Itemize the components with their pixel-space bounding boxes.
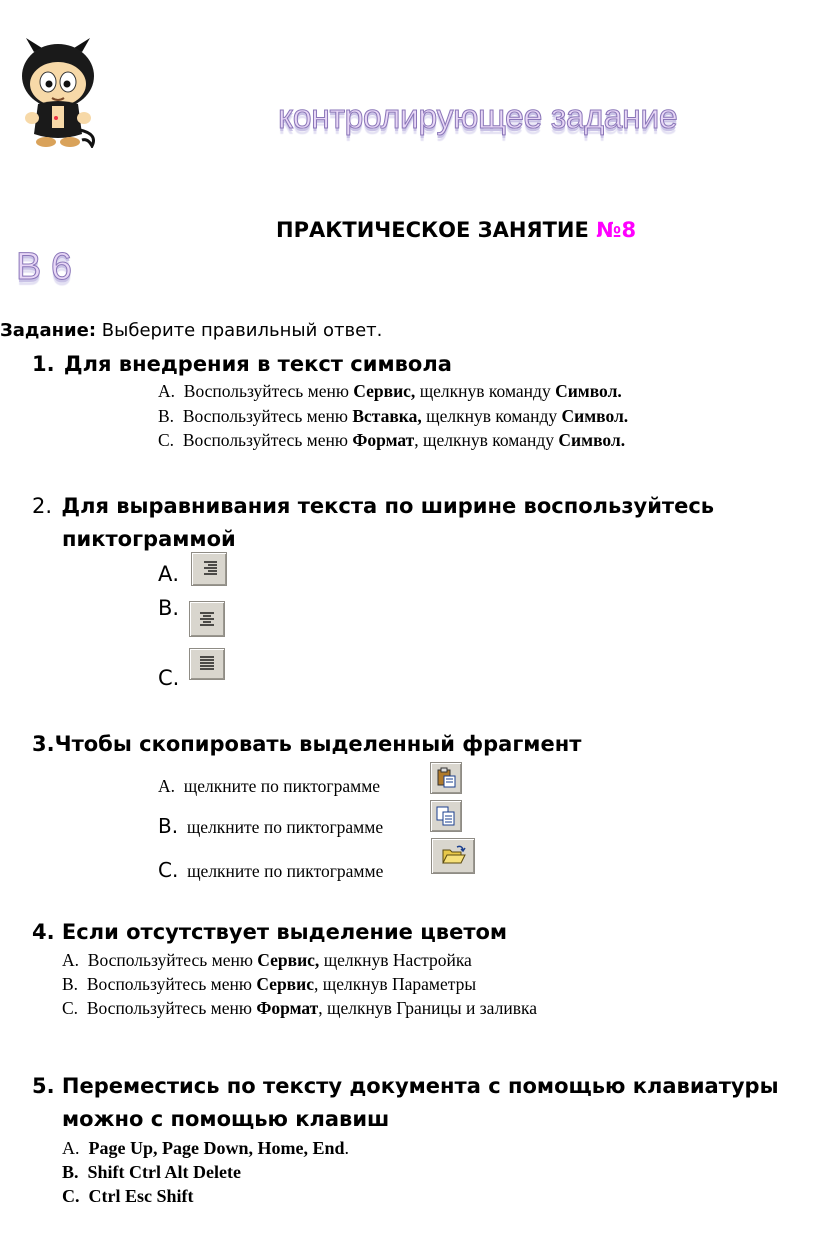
q2-answer-b-letter: В. [158,596,180,620]
q4-answer-c [62,998,537,1019]
q5-answer-a [62,1138,349,1159]
answer-menu: Сервис [256,974,314,994]
answer-text: , щелкнув команду [414,430,559,450]
answer-text: Ctrl Esc Shift [88,1186,194,1206]
answer-text: , щелкнув Границы и заливка [318,998,537,1018]
answer-text: щелкнув команду [415,381,556,401]
align-justify-icon[interactable] [189,648,225,680]
answer-letter: C. [62,1186,80,1206]
align-right-icon[interactable] [191,552,227,586]
q5-answer-c [62,1186,194,1207]
answer-command: Символ. [558,430,626,450]
q3-answer-b [158,814,383,838]
q1-answer-a [158,381,622,402]
answer-menu: Вставка, [352,406,422,426]
answer-letter: A. [158,381,176,401]
page-title-prefix: ПРАКТИЧЕСКОЕ ЗАНЯТИЕ [276,218,597,242]
devil-mascot-image [12,38,104,148]
answer-letter: A. [158,776,176,796]
question-5 [32,1074,779,1098]
answer-command: Символ. [561,406,629,426]
wordart-header-title: контролирующее задание [278,98,678,136]
q2-answer-c-letter: С. [158,666,180,690]
task-label: Задание: [0,320,97,341]
answer-menu: Формат [256,998,319,1018]
answer-menu: Формат [352,430,415,450]
task-text: Выберите правильный ответ. [96,320,383,341]
q3-answer-c [158,858,383,882]
question-1 [32,352,452,376]
question-text: Чтобы скопировать выделенный фрагмент [54,732,582,756]
q2-answer-a-letter: А. [158,562,180,586]
q5-answer-b [62,1162,241,1183]
answer-text: Воспользуйтесь меню [87,950,258,970]
paste-icon[interactable] [430,762,462,794]
answer-text: щелкните по пиктограмме [186,817,384,837]
answer-letter: B. [158,406,175,426]
answer-text: Page Up, Page Down, Home, End [88,1138,345,1158]
answer-letter: В. [158,814,179,838]
answer-text: щелкните по пиктограмме [183,776,381,796]
answer-text: щелкните по пиктограмме [187,861,384,881]
answer-menu: Сервис, [353,381,416,401]
answer-letter: C. [158,430,175,450]
question-text: Если отсутствует выделение цветом [61,920,508,944]
answer-letter: С. [158,858,179,882]
copy-icon[interactable] [430,800,462,832]
q4-answer-b [62,974,476,995]
answer-letter: A. [62,950,80,970]
answer-letter: B. [62,974,79,994]
question-3 [32,732,581,756]
answer-text: щелкнув Настройка [319,950,472,970]
q1-answer-c [158,430,625,451]
answer-text: Воспользуйтесь меню [86,974,257,994]
question-number: 4. [32,920,55,944]
q1-answer-b [158,406,628,427]
question-number: 3. [32,732,55,756]
answer-text: Shift Ctrl Alt Delete [87,1162,241,1182]
question-number: 2. [32,494,53,518]
answer-text: Воспользуйтесь меню [86,998,257,1018]
align-center-icon[interactable] [189,601,225,637]
page-title [276,218,636,242]
question-text: Для внедрения в текст символа [63,352,452,376]
answer-letter: B. [62,1162,79,1182]
question-text: Для выравнивания текста по ширине воспользуйтесь [61,494,715,518]
question-number: 1. [32,352,55,376]
answer-tail: . [344,1138,349,1158]
question-number: 5. [32,1074,55,1098]
answer-letter: C. [62,998,79,1018]
answer-text: щелкнув команду [421,406,562,426]
answer-menu: Сервис, [257,950,320,970]
question-text: Переместись по тексту документа с помощью клавиатуры [61,1074,779,1098]
variant-label: В 6 [16,246,72,288]
open-folder-icon[interactable] [431,838,475,874]
question-5-line2: можно с помощью клавиш [62,1107,390,1131]
page-title-number: №8 [596,218,637,242]
answer-text: Воспользуйтесь меню [182,430,353,450]
answer-text: , щелкнув Параметры [313,974,477,994]
question-2-line2: пиктограммой [62,527,236,551]
q4-answer-a [62,950,472,971]
question-4 [32,920,507,944]
answer-letter: A. [62,1138,80,1158]
task-line [0,320,382,341]
answer-command: Символ. [555,381,622,401]
answer-text: Воспользуйтесь меню [182,406,353,426]
q3-answer-a [158,776,380,797]
question-2 [32,494,714,518]
answer-text: Воспользуйтесь меню [183,381,354,401]
